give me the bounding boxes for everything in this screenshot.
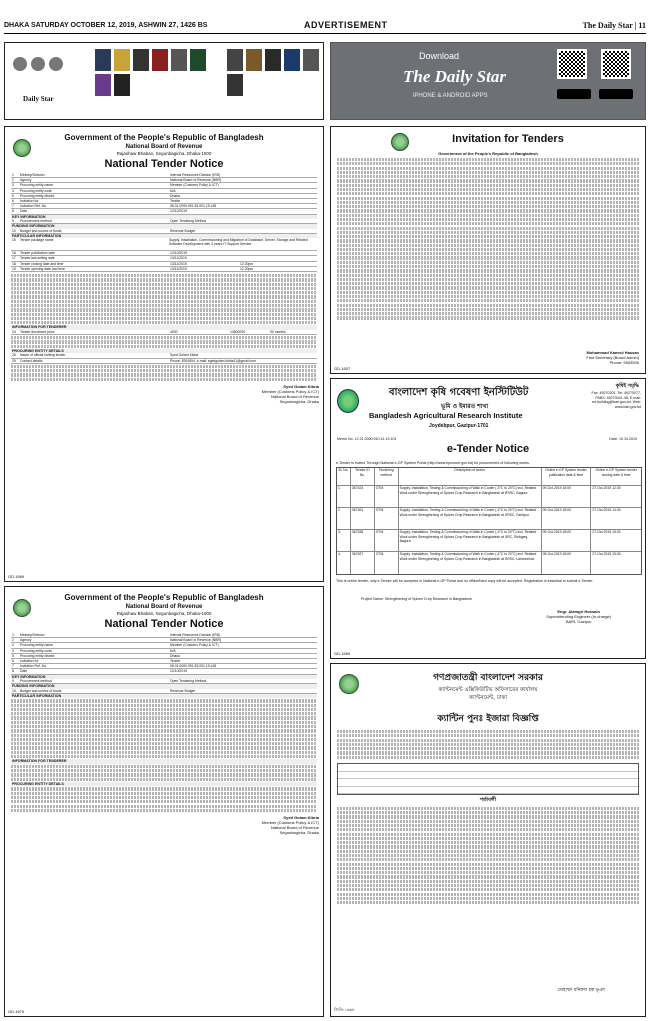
govt-emblem-icon [391,133,409,151]
section-heading: KEY INFORMATION [11,215,317,219]
tender2-signer: Syed Golam Kibria [283,815,319,821]
bangla-notice [330,663,646,1017]
masthead-paper: The Daily Star | 11 [582,21,646,30]
table-row: 2 Agency National Board of Revenue (NBR) [11,178,317,183]
table-row: 7 Invitation Ref. No. 08.01.0000.091.53.001.19.148 [11,664,317,669]
table-row: 4 Procuring entity code N/A [11,649,317,654]
app-ad [330,42,646,120]
bari-note: This is online tender, only e-Tender will be accepted in National e-GP Portal and no offline/hard copy will be accepted. Registration is essential to submit e-Tender. [336,579,594,583]
book-cover [227,74,243,96]
tender1-signer-city: Segunbagicha, Dhaka [279,399,319,405]
tender2-gov: Government of the People's Republic of Bangladesh [64,593,264,602]
owl-icon [49,57,63,71]
book-cover [133,49,149,71]
govt-emblem-icon [339,674,359,694]
owl-icon [31,57,45,71]
qr-code-icon [557,49,587,79]
bn-terms-text [337,807,639,904]
bari-intro: e-Tender is invited Through National e-GP System Portal (http://www.eprocure.gov.bd) for procurement of following works. [336,461,530,465]
tender2-signer-city: Segunbagicha, Dhaka [279,830,319,836]
table-row: 5 Procuring entity district Dhaka [11,194,317,199]
tender2-org: National Board of Revenue [125,604,203,610]
owl-icon [13,57,27,71]
book-cover [171,49,187,71]
table-row: 4. 367627 OTM Supply, Installation, Testing & Commissioning of Walk in Cooler (-4°C to 20°C) incl. Related Work under Strengthening of Spices Crop Research in Bangladesh at SRSC, Lalmonirhat 09-Oct-2019 18:00 27-Oct-2019 15:30 [337,552,641,574]
tender1-title: National Tender Notice [104,158,224,170]
bari-signer: Engr. Alamgir Hossain [557,609,600,614]
body-text [11,274,317,324]
table-header: Sl. No. Tender ID No. Tendering method Description of works Online e-GP System tender publication date & time Online e-GP System tender closing date & time [337,468,641,486]
table-row: 3 Procuring entity name Member (Customs Policy & ICT) [11,183,317,188]
section-heading: FUNDING INFORMATION [11,224,317,228]
tender1-signer: Syed Golam Kibria [283,384,319,390]
table-row: 3. 367538 OTM Supply, Installation, Testing & Commissioning of Walk in Cooler (-4°C to 20°C) incl. Related Work under Strengthening of Spices Crop Research in Bangladesh at SRC, Shibganj, Bagura 09-Oct-2019 18:00 27-Oct-2019 15:00 [337,530,641,552]
bari-etender [330,378,646,659]
table-row: 6 Invitation for Tender [11,659,317,664]
body-text [11,365,317,381]
book-cover [190,49,206,71]
table-row: 8 Date 12/10/2019 [11,669,317,674]
section-heading: INFORMATION FOR TENDERER [11,759,317,763]
body-text [11,765,317,781]
bari-memo: Memo No. 12.21.0000.910.41.19.101 [337,437,397,441]
section-heading: PARTICULAR INFORMATION [11,694,317,698]
section-heading: FUNDING INFORMATION [11,684,317,688]
google-play-badge [599,89,633,99]
table-row: 1 Ministry/Division Internal Resources Division (IRD) [11,173,317,178]
table-row: 4 Procuring entity code N/A [11,189,317,194]
qr-code-icon [601,49,631,79]
invitation-phone: Phone: 9553539 [609,360,639,365]
tender-notice-1: Government of the People's Republic of Bangladesh National Board of Revenue Rajashaw Bhaban, Segunbagicha, Dhaka-1000 National Tender Notice 1 Ministry/Division Internal Resources Division (IRD) 2 Agency National Board of Revenue (NBR) 3 Procuring entity name Member (Customs Policy & ICT) 4 Procuring entity code N/A 5 Procuring entity district Dhaka 6 Invitation for Tender 7 Invitation Ref. No. 08.01.0000.091.53.001.19.148 8 Date 12/10/2019 KEY INFORMATION 9 Procurement method Open Tendering Method FUNDING INFORMATION 10 Budget and source of funds Revenue Budget PARTICULAR INFORMATION 15 Tender package name Supply, Installation, Commissioning and Migration of Database, Server, Storage and Related Software Development with 3 years IT Support Service. 16 Tender publication date 12/10/2019 17 Tender last selling date 13/11/2019 18 Tender closing date and time 13/11/2019 12.00pm 19 Tender opening date and time 13/11/2019 12.30pm INFORMATION FOR TENDERER 24 Tender document price 4000 14500000 90 months PROCURING ENTITY DETAILS 26 Name of official inviting tender Syed Golam Kibria 29 Contact details Phone: 8391894, e-mail: sgedgolam.kibria11@gmail.com Syed Golam Kibria Member (Customs Policy & ICT) National Board of Revenue Segunbagicha, Dhaka GD-1669 [4,126,324,582]
bari-address: Joydebpur, Gazipur-1701 [429,423,489,429]
table-row: 2 Agency National Board of Revenue (NBR) [11,638,317,643]
app-ad-download: Download [419,51,460,61]
table-row: 7 Invitation Ref. No. 08.01.0000.091.53.001.19.148 [11,204,317,209]
bn-gov: গণপ্রজাতন্ত্রী বাংলাদেশ সরকার [433,673,543,683]
book-cover [95,74,111,96]
invitation-title: Invitation for Tenders [452,133,564,145]
tender1-signer-org: National Board of Revenue [270,394,319,400]
book-cover [227,49,243,71]
books-ad-logo: Daily Star [23,95,54,103]
bari-signer-role: Superintending Engineer (In-charge) [546,614,611,619]
table-row: 1 Ministry/Division Internal Resources Division (IRD) [11,633,317,638]
books-ad [4,42,324,120]
book-cover [246,49,262,71]
bari-name-en: Bangladesh Agricultural Research Institute [369,411,523,420]
tender1-signer-role: Member (Customs Policy & ICT) [261,389,319,395]
invitation-signer-role: First Secretary (Board Admin) [586,355,639,360]
bari-title: e-Tender Notice [446,443,530,455]
invitation-tenders [330,126,646,374]
tender2-signer-role: Member (Customs Policy & ICT) [261,820,319,826]
bn-place: ক্যান্টনমেন্ট, ঢাকা [469,695,507,701]
section-heading: PROCURING ENTITY DETAILS [11,349,317,353]
masthead [4,20,646,34]
tender2-signer-org: National Board of Revenue [270,825,319,831]
bari-unit-bn: ভূমি ও ইমারত শাখা [441,403,489,410]
table-row: 2. 367461 OTM Supply, Installation, Testing & Commissioning of Walk in Cooler (-4°C to 20°C) incl. Related Work under Strengthening of Spices Crop Research in Bangladesh at SRSC, Faridpur 09-Oct-2019 18:00 27-Oct-2019 14:30 [337,508,641,530]
body-text [11,699,317,758]
book-cover [265,49,281,71]
invitation-code: GD-1657 [334,366,351,371]
app-ad-brand: The Daily Star [403,67,506,86]
tender1-gov: Government of the People's Republic of Bangladesh [64,133,264,142]
table-row: 5 Procuring entity district Dhaka [11,654,317,659]
govt-emblem-icon [13,139,31,157]
tender1-org: National Board of Revenue [125,144,203,150]
book-cover [95,49,111,71]
book-cover [114,74,130,96]
masthead-date: DHAKA SATURDAY OCTOBER 12, 2019, ASHWIN 27, 1426 BS [4,22,208,29]
books-ad-covers [95,49,215,96]
invitation-signer: Mohammad Kamrul Hassan [586,350,639,355]
tender1-code: GD-1669 [8,574,25,579]
books-ad-icons [13,57,63,71]
table-row: 1. 367424 OTM Supply, Installation, Testing & Commissioning of Walk in Cooler (-4°C to 20°C) incl. Related Work under Strengthening of Spices Crop Research in Bangladesh at RSRC, Bagura 09-Oct-2019 18:00 27-Oct-2019 12:30 [337,486,641,508]
bn-body-text [337,730,639,759]
masthead-section: ADVERTISEMENT [304,20,388,30]
bn-table [337,763,639,795]
app-ad-subtitle: iPHONE & ANDROID APPS [413,93,488,99]
bari-project: Project Name: Strengthening of Spices Crop Research in Bangladesh [361,597,472,601]
section-heading: PARTICULAR INFORMATION [11,234,317,238]
bn-signer: মোহাম্মদ মনিরুল হক ভূঞা [557,988,605,993]
table-row: 3 Procuring entity name Member (Customs Policy & ICT) [11,643,317,648]
bari-code: GD-1659 [334,651,351,656]
invitation-table [337,158,639,320]
bari-logo-icon [337,389,359,413]
body-text [11,336,317,348]
bari-table [336,467,642,575]
book-cover [303,49,319,71]
bari-slogan: কৃষিই সমৃদ্ধি [615,383,639,389]
book-cover [114,49,130,71]
books-ad-covers-right [227,49,323,96]
section-heading: KEY INFORMATION [11,675,317,679]
invitation-sub: Government of the People's Republic of Bangladesh [438,151,538,156]
bn-office: ক্যান্টনমেন্ট এক্সিকিউটিভ অফিসারের কার্যালয় [438,687,538,693]
bari-name-bn: বাংলাদেশ কৃষি গবেষণা ইনস্টিটিউট [389,387,529,398]
bn-code: জিডি-১৬৬৮ [334,1007,355,1012]
tender2-title: National Tender Notice [104,618,224,630]
table-row: 6 Invitation for Tender [11,199,317,204]
book-cover [152,49,168,71]
book-cover [284,49,300,71]
body-text [11,787,317,812]
section-heading: INFORMATION FOR TENDERER [11,325,317,329]
bari-date: Date: 10.10.2019 [609,437,637,441]
tender-notice-2: Government of the People's Republic of Bangladesh National Board of Revenue Rajashaw Bhaban, Segunbagicha, Dhaka-1000 National Tender Notice 1 Ministry/Division Internal Resources Division (IRD) 2 Agency National Board of Revenue (NBR) 3 Procuring entity name Member (Customs Policy & ICT) 4 Procuring entity code N/A 5 Procuring entity district Dhaka 6 Invitation for Tender 7 Invitation Ref. No. 08.01.0000.091.53.001.19.148 8 Date 12/10/2019 KEY INFORMATION 9 Procurement method Open Tendering Method FUNDING INFORMATION 10 Budget and source of funds Revenue Budget PARTICULAR INFORMATION INFORMATION FOR TENDERER PROCURING ENTITY DETAILS Syed Golam Kibria Member (Customs Policy & ICT) National Board of Revenue Segunbagicha, Dhaka GD-1670 [4,586,324,1017]
tender1-address: Rajashaw Bhaban, Segunbagicha, Dhaka-1000 [116,151,212,156]
tender2-code: GD-1670 [8,1009,25,1014]
app-store-badge [557,89,591,99]
section-heading: PROCURING ENTITY DETAILS [11,782,317,786]
tender2-address: Rajashaw Bhaban, Segunbagicha, Dhaka-1000 [116,611,212,616]
bari-signer-org: BARI, Gazipur [565,619,592,624]
bari-contacts: Fax: 49270201, Tel: 49270077, PABX: 49270041-48, E-mail: ee.building@bari.gov.bd, Web: www.bari.gov.bd [591,391,641,409]
govt-emblem-icon [13,599,31,617]
table-row: 8 Date 12/10/2019 [11,209,317,214]
bn-terms: শর্তাবলী [479,796,497,803]
bn-title: ক্যান্টিন পুনঃ ইজারা বিজ্ঞপ্তি [437,714,539,724]
